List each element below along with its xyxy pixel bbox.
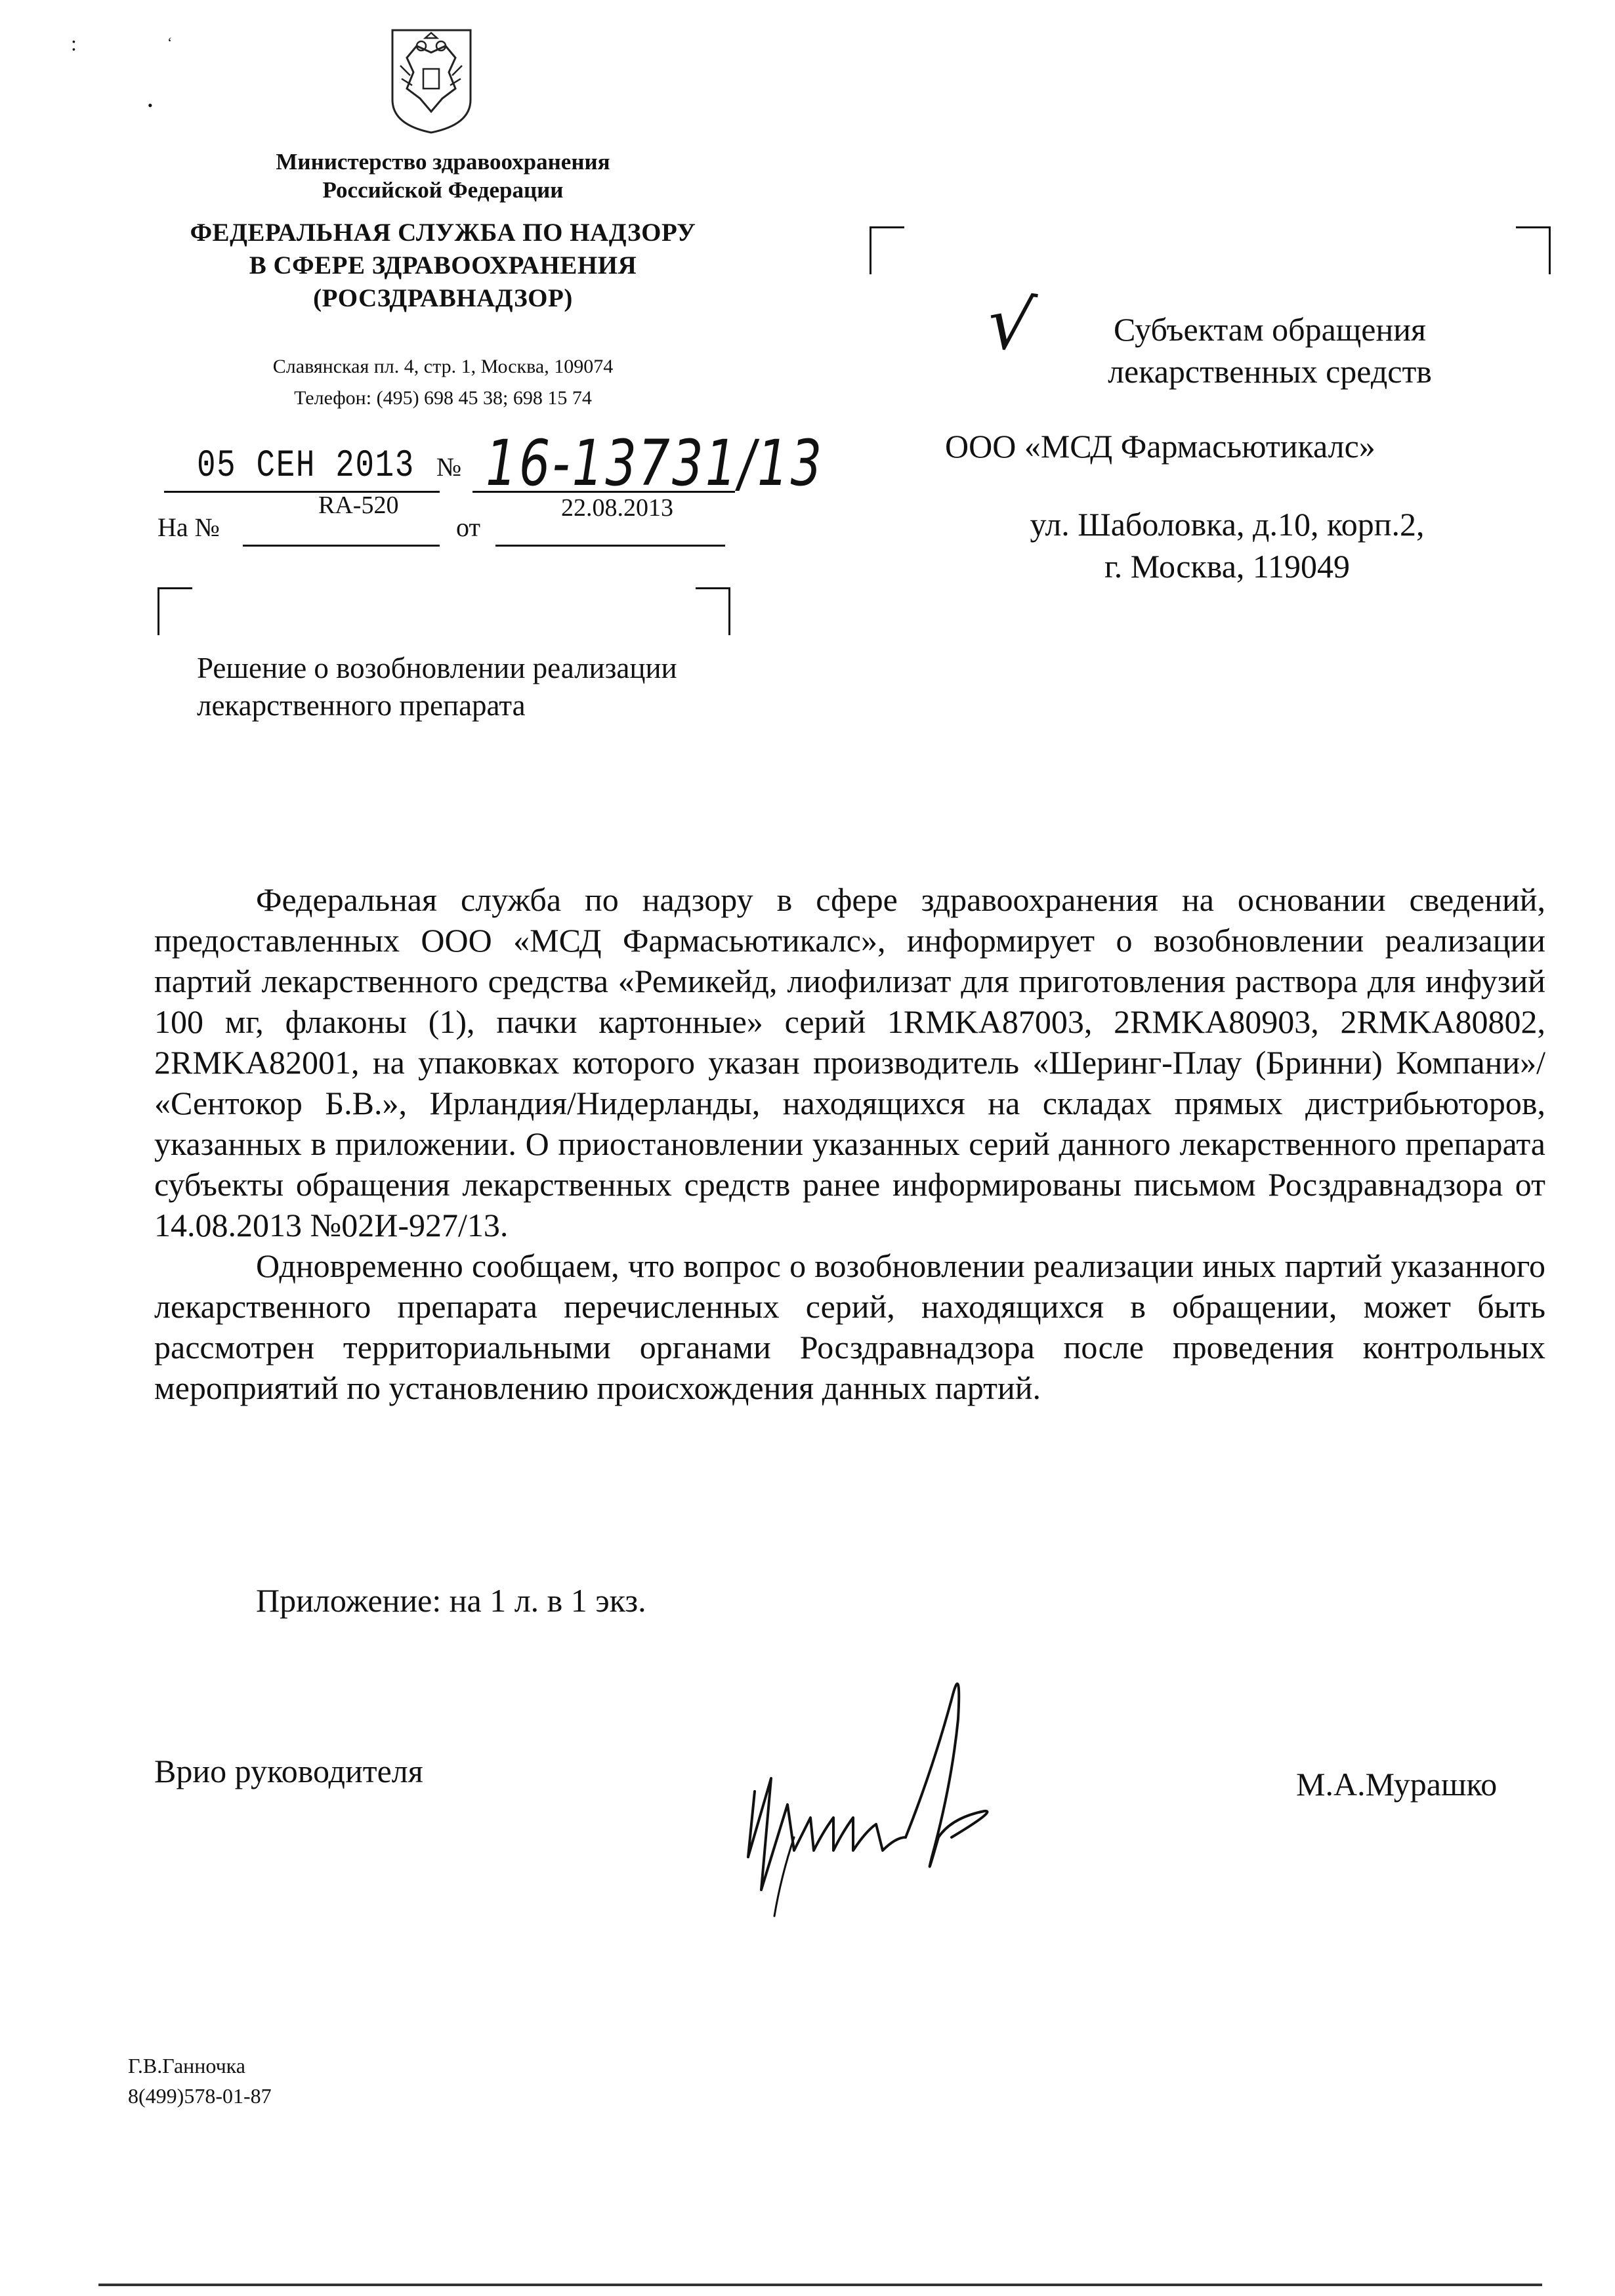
registration-number-label: № xyxy=(436,452,462,482)
reference-date-label: от xyxy=(456,512,480,542)
handwritten-signature xyxy=(735,1640,1076,1936)
executor-info xyxy=(128,2051,272,2111)
registration-number: 16-13731/13 xyxy=(486,427,824,500)
signer-name: М.А.Мурашко xyxy=(1296,1766,1498,1803)
recipient-address-line: г. Москва, 119049 xyxy=(1104,548,1351,585)
check-mark-icon: √ xyxy=(982,279,1039,369)
ministry-line: Министерство здравоохранения xyxy=(276,149,610,175)
body-paragraph: Одновременно сообщаем, что вопрос о возобновлении реализации иных партий указанного лекарственного препарата перечисленных серий, находящихся в обращении, может быть рассмотрен территориальными органами Росздравнадзора после проведения контрольных мероприятий по установлению происхождения данных партий. xyxy=(154,1247,1545,1406)
service-line: В СФЕРЕ ЗДРАВООХРАНЕНИЯ xyxy=(249,251,637,280)
reference-date-underline xyxy=(495,545,725,547)
reference-number-underline xyxy=(243,545,440,547)
recipient-address-line: ул. Шаболовка, д.10, корп.2, xyxy=(1030,506,1425,543)
recipient-line: Субъектам обращения xyxy=(1114,311,1426,348)
recipient-corner-bracket xyxy=(1516,226,1551,274)
subject-corner-bracket xyxy=(157,587,192,635)
annex-note: Приложение: на 1 л. в 1 экз. xyxy=(256,1582,646,1619)
reference-date: 22.08.2013 xyxy=(561,494,673,522)
service-line: (РОСЗДРАВНАДЗОР) xyxy=(313,284,573,312)
scan-mark: • xyxy=(148,97,153,114)
recipient-corner-bracket xyxy=(870,226,904,274)
subject-line: Решение о возобновлении реализации xyxy=(197,652,677,684)
executor-name: Г.В.Ганночка xyxy=(128,2054,245,2077)
scan-bottom-edge xyxy=(98,2284,1542,2286)
registration-date-stamp: 05 СЕН 2013 xyxy=(197,445,415,488)
letter-body xyxy=(154,879,1545,1408)
body-paragraph: Федеральная служба по надзору в сфере здравоохранения на основании сведений, предоставленных ООО «МСД Фармасьютикалс», информирует о возобновлении реализации партий лекарственного средства «Ремикейд, лиофилизат для приготовления раствора для инфузий 100 мг, флаконы (1), пачки картонные» серий 1RMKA87003, 2RMKA80903, 2RMKA80802, 2RMKA82001, на упаковках которого указан производитель «Шеринг-Плау (Бринни) Компани»/ «Сентокор Б.В.», Ирландия/Нидерланды, находящихся на складах прямых дистрибьюторов, указанных в приложении. О приостановлении указанных серий данного лекарственного препарата субъекты обращения лекарственных средств ранее информированы письмом Росздравнадзора от 14.08.2013 №02И-927/13. xyxy=(154,881,1545,1243)
reference-number-label: На № xyxy=(157,512,220,542)
sender-address xyxy=(118,351,768,414)
sender-address-line: Славянская пл. 4, стр. 1, Москва, 109074 xyxy=(272,356,614,377)
recipient-organization: ООО «МСД Фармасьютикалс» xyxy=(945,428,1375,465)
ministry-line: Российской Федерации xyxy=(322,177,564,203)
letter-subject xyxy=(197,650,787,724)
number-underline xyxy=(472,491,735,493)
coat-of-arms-emblem xyxy=(387,26,476,135)
executor-phone: 8(499)578-01-87 xyxy=(128,2084,272,2108)
service-name xyxy=(118,217,768,315)
ministry-name xyxy=(118,148,768,204)
scan-mark: ‘ xyxy=(167,34,173,51)
recipient-block xyxy=(945,308,1601,587)
sender-phone-line: Телефон: (495) 698 45 38; 698 15 74 xyxy=(294,387,592,409)
subject-corner-bracket xyxy=(696,587,730,635)
signer-position: Врио руководителя xyxy=(154,1753,423,1789)
recipient-address xyxy=(958,503,1496,587)
recipient-line: лекарственных средств xyxy=(1108,353,1432,390)
reference-number: RA-520 xyxy=(318,491,399,519)
scan-mark: : xyxy=(71,31,77,55)
service-line: ФЕДЕРАЛЬНАЯ СЛУЖБА ПО НАДЗОРУ xyxy=(190,219,696,247)
subject-line: лекарственного препарата xyxy=(197,689,526,722)
